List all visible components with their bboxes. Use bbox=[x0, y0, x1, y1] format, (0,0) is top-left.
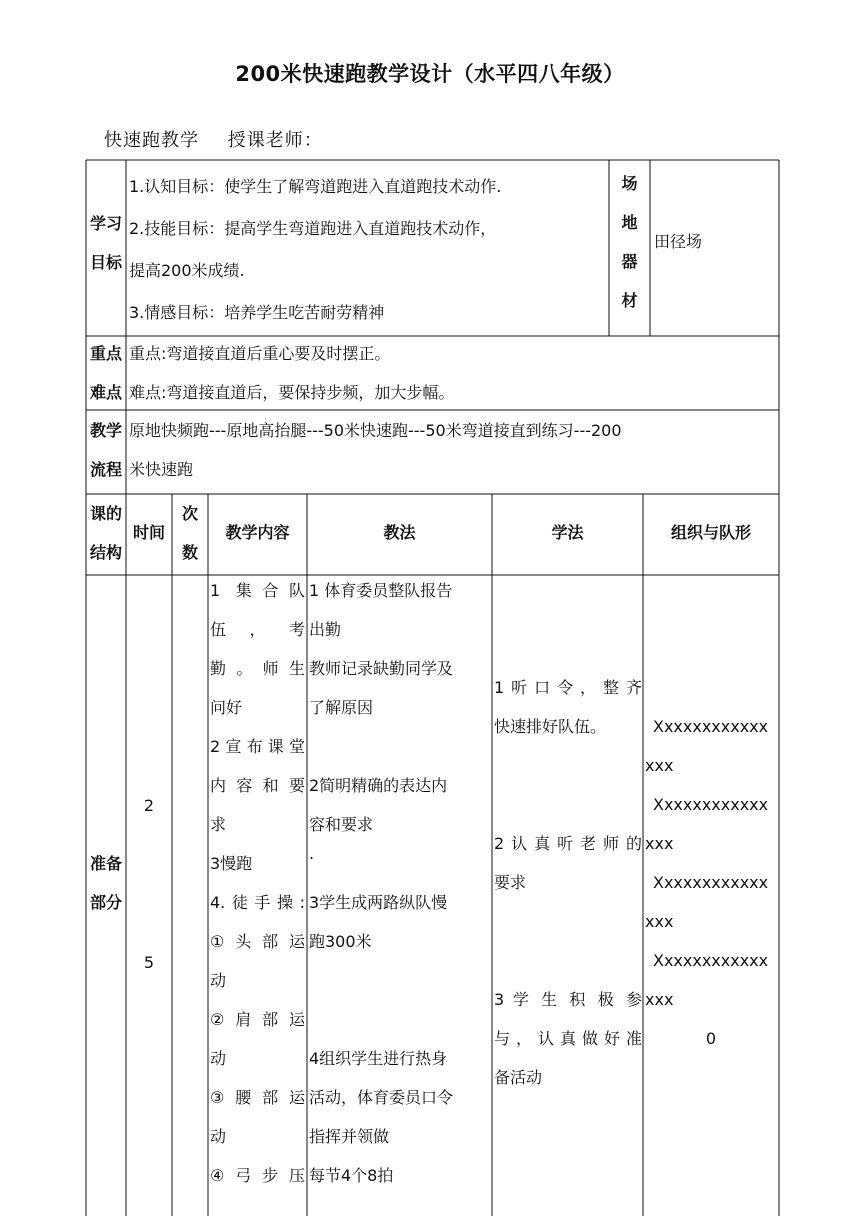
content-line: 内容和要 bbox=[210, 776, 305, 795]
venue-label-char: 场 bbox=[621, 174, 638, 193]
method-line: 每节4个8拍 bbox=[309, 1166, 394, 1185]
method-line: 了解原因 bbox=[309, 698, 374, 717]
prep-content bbox=[210, 571, 305, 1195]
prep-organization bbox=[643, 707, 779, 1058]
method-line bbox=[309, 727, 491, 766]
study-line bbox=[494, 746, 642, 785]
content-line: 3慢跑 bbox=[210, 854, 253, 873]
formation-row: Xxxxxxxxxxxx bbox=[653, 873, 769, 892]
content-line: ④弓步压 bbox=[210, 1166, 305, 1185]
content-line: 4.徒手操: bbox=[210, 893, 305, 912]
header-count-line: 次 bbox=[181, 504, 198, 523]
study-line: 快速排好队伍。 bbox=[494, 717, 607, 736]
objective-line: 提高200米成绩. bbox=[129, 261, 245, 280]
flow-line: 原地快频跑---原地高抬腿---50米快速跑---50米弯道接直到练习---200 bbox=[129, 421, 622, 440]
method-line: 容和要求 bbox=[309, 815, 374, 834]
flow-label bbox=[86, 411, 126, 489]
header-organization: 组织与队形 bbox=[670, 523, 751, 542]
teacher-label: 授课老师： bbox=[227, 130, 323, 151]
flow-label-line: 流程 bbox=[89, 460, 122, 479]
method-line bbox=[309, 961, 491, 1000]
study-line bbox=[494, 785, 642, 824]
prep-method bbox=[309, 571, 491, 1195]
header-structure-line: 结构 bbox=[89, 543, 122, 562]
method-line bbox=[309, 1000, 491, 1039]
objective-line: 1.认知目标：使学生了解弯道跑进入直道跑技术动作. bbox=[129, 177, 502, 196]
formation-row: xxx bbox=[645, 834, 674, 853]
formation-row: xxx bbox=[645, 990, 674, 1009]
formation-row: xxx bbox=[645, 756, 674, 775]
objective-line: 2.技能目标：提高学生弯道跑进入直道跑技术动作， bbox=[129, 219, 497, 238]
content-line: ②肩部运 bbox=[210, 1010, 305, 1029]
content-line: 2宣布课堂 bbox=[210, 737, 305, 756]
document-title: 200米快速跑教学设计（水平四八年级） bbox=[235, 62, 625, 86]
venue-label-char: 器 bbox=[621, 252, 638, 271]
content-line: 动 bbox=[210, 971, 227, 990]
header-method: 教法 bbox=[383, 523, 416, 542]
study-line bbox=[494, 902, 642, 941]
formation-row: Xxxxxxxxxxxx bbox=[653, 951, 769, 970]
formation-row: Xxxxxxxxxxxx bbox=[653, 795, 769, 814]
prep-time-2: 5 bbox=[143, 953, 155, 972]
method-line: 教师记录缺勤同学及 bbox=[309, 659, 454, 678]
header-count bbox=[172, 494, 208, 572]
keypoints-label-line: 重点 bbox=[89, 344, 122, 363]
content-line: 问好 bbox=[210, 698, 243, 717]
study-line: 备活动 bbox=[494, 1068, 543, 1087]
study-line: 与，认真做好准 bbox=[494, 1029, 642, 1048]
objective-line: 3.情感目标：培养学生吃苦耐劳精神 bbox=[129, 303, 385, 322]
header-time: 时间 bbox=[132, 523, 165, 542]
content-line: 求 bbox=[210, 815, 227, 834]
prep-study bbox=[494, 668, 642, 1097]
content-line: 动 bbox=[210, 1127, 227, 1146]
flow-line: 米快速跑 bbox=[129, 460, 194, 479]
flow-content bbox=[129, 411, 622, 489]
venue-value: 田径场 bbox=[654, 232, 703, 251]
content-line: 1 集合队 bbox=[210, 581, 305, 600]
method-line: 2简明精确的表达内 bbox=[309, 776, 448, 795]
keypoint-line: 重点:弯道接直道后重心要及时摆正。 bbox=[129, 344, 391, 363]
prep-label bbox=[86, 844, 126, 922]
formation-row: Xxxxxxxxxxxx bbox=[653, 717, 769, 736]
study-line: 2认真听老师的 bbox=[494, 834, 642, 853]
teacher-position-marker: 0 bbox=[705, 1029, 717, 1048]
method-line: 1 体育委员整队报告 bbox=[309, 581, 453, 600]
objectives-label bbox=[86, 204, 126, 282]
header-content: 教学内容 bbox=[225, 523, 290, 542]
method-line: 指挥并领做 bbox=[309, 1127, 390, 1146]
content-line: ③腰部运 bbox=[210, 1088, 305, 1107]
header-study: 学法 bbox=[551, 523, 584, 542]
study-line: 要求 bbox=[494, 873, 527, 892]
keypoints-label bbox=[86, 334, 126, 412]
header-count-line: 数 bbox=[181, 543, 198, 562]
content-line: 伍 ， 考 bbox=[210, 620, 305, 639]
course-name: 快速跑教学 bbox=[104, 130, 199, 151]
study-line: 1听口令，整齐 bbox=[494, 678, 642, 697]
method-line: 活动，体育委员口令 bbox=[309, 1088, 454, 1107]
method-line: 3学生成两路纵队慢 bbox=[309, 893, 448, 912]
prep-time-1: 2 bbox=[143, 796, 155, 815]
venue-label bbox=[609, 164, 650, 320]
objectives-label-line: 学习 bbox=[89, 214, 122, 233]
header-structure-line: 课的 bbox=[89, 504, 122, 523]
flow-label-line: 教学 bbox=[89, 421, 122, 440]
method-line: . bbox=[309, 844, 315, 863]
method-line: 4组织学生进行热身 bbox=[309, 1049, 448, 1068]
content-line: ①头部运 bbox=[210, 932, 305, 951]
keypoints-content bbox=[129, 334, 454, 412]
content-line: 勤。师生 bbox=[210, 659, 305, 678]
venue-label-char: 地 bbox=[621, 213, 638, 232]
method-line: 跑300米 bbox=[309, 932, 372, 951]
formation-row: xxx bbox=[645, 912, 674, 931]
objectives-content bbox=[129, 166, 607, 334]
content-line: 动 bbox=[210, 1049, 227, 1068]
objectives-label-line: 目标 bbox=[89, 253, 122, 272]
study-line: 3 学 生 积 极 参 bbox=[494, 990, 642, 1009]
prep-label-line: 部分 bbox=[89, 893, 122, 912]
keypoint-line: 难点:弯道接直道后，要保持步频，加大步幅。 bbox=[129, 383, 455, 402]
study-line bbox=[494, 941, 642, 980]
header-structure bbox=[86, 494, 126, 572]
method-line: 出勤 bbox=[309, 620, 342, 639]
prep-label-line: 准备 bbox=[89, 854, 122, 873]
keypoints-label-line: 难点 bbox=[89, 383, 122, 402]
venue-label-char: 材 bbox=[621, 291, 638, 310]
